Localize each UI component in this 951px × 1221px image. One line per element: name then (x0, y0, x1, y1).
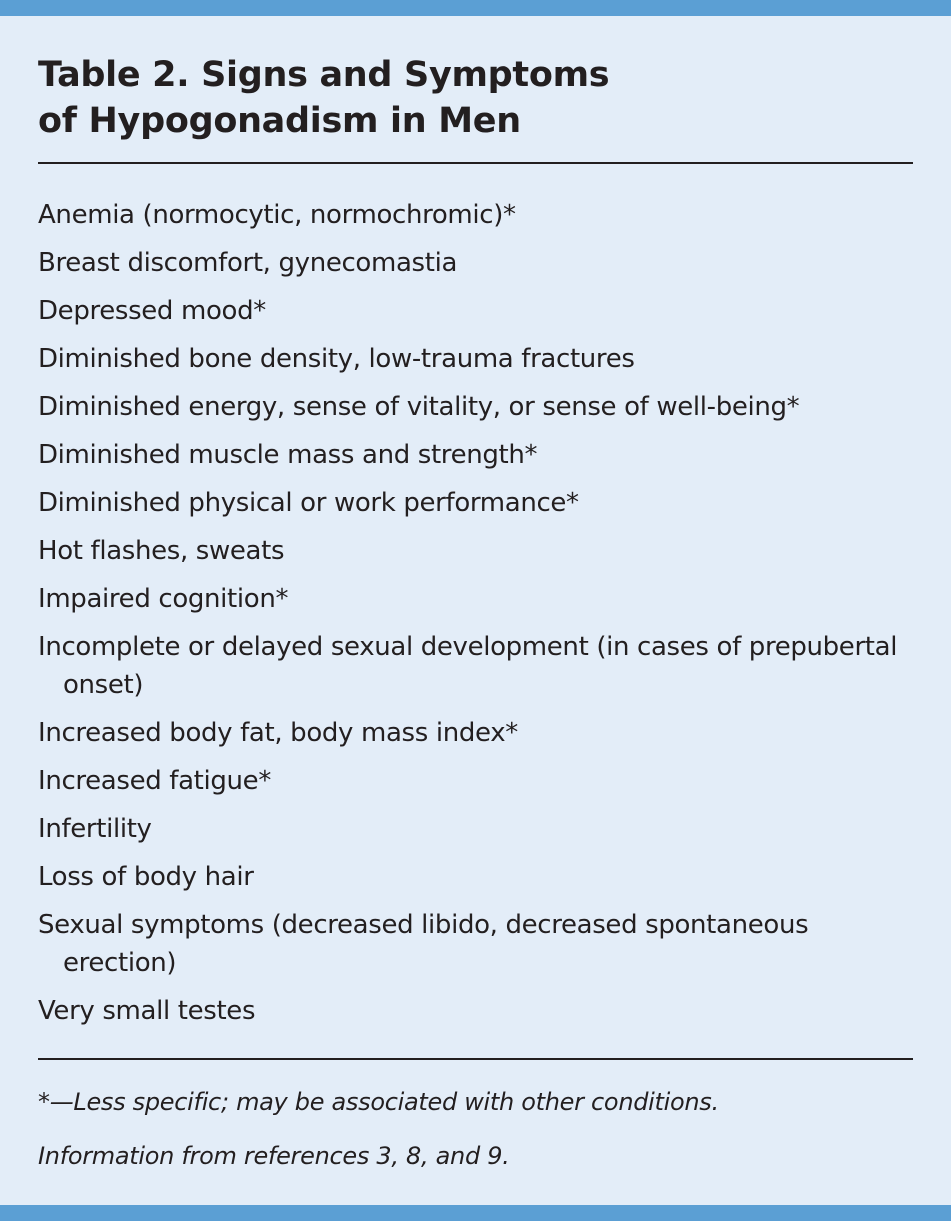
table-title (38, 52, 918, 144)
list-item: Sexual symptoms (decreased libido, decreased spontaneous erection) (38, 910, 809, 978)
table-title-line-1: Table 2. Signs and Symptoms (38, 55, 610, 95)
list-item: Diminished physical or work performance* (38, 488, 579, 518)
bottom-accent-bar (0, 1205, 951, 1221)
list-item: Increased fatigue* (38, 766, 271, 796)
symptom-list (38, 196, 913, 1040)
top-accent-bar (0, 0, 951, 16)
list-item: Loss of body hair (38, 862, 254, 892)
source-note: Information from references 3, 8, and 9. (38, 1142, 510, 1170)
bottom-divider (38, 1058, 913, 1060)
footnote: *—Less specific; may be associated with other conditions. (38, 1088, 719, 1116)
list-item: Very small testes (38, 996, 256, 1026)
list-item: Incomplete or delayed sexual development (in cases of prepubertal onset) (38, 632, 898, 700)
table-title-line-2: of Hypogonadism in Men (38, 101, 521, 141)
list-item: Diminished bone density, low-trauma fractures (38, 344, 635, 374)
list-item: Hot flashes, sweats (38, 536, 285, 566)
list-item: Infertility (38, 814, 152, 844)
list-item: Diminished muscle mass and strength* (38, 440, 538, 470)
list-item: Increased body fat, body mass index* (38, 718, 518, 748)
list-item: Depressed mood* (38, 296, 266, 326)
list-item: Breast discomfort, gynecomastia (38, 248, 458, 278)
top-divider (38, 162, 913, 164)
list-item: Impaired cognition* (38, 584, 289, 614)
list-item: Anemia (normocytic, normochromic)* (38, 200, 516, 230)
list-item: Diminished energy, sense of vitality, or sense of well-being* (38, 392, 800, 422)
